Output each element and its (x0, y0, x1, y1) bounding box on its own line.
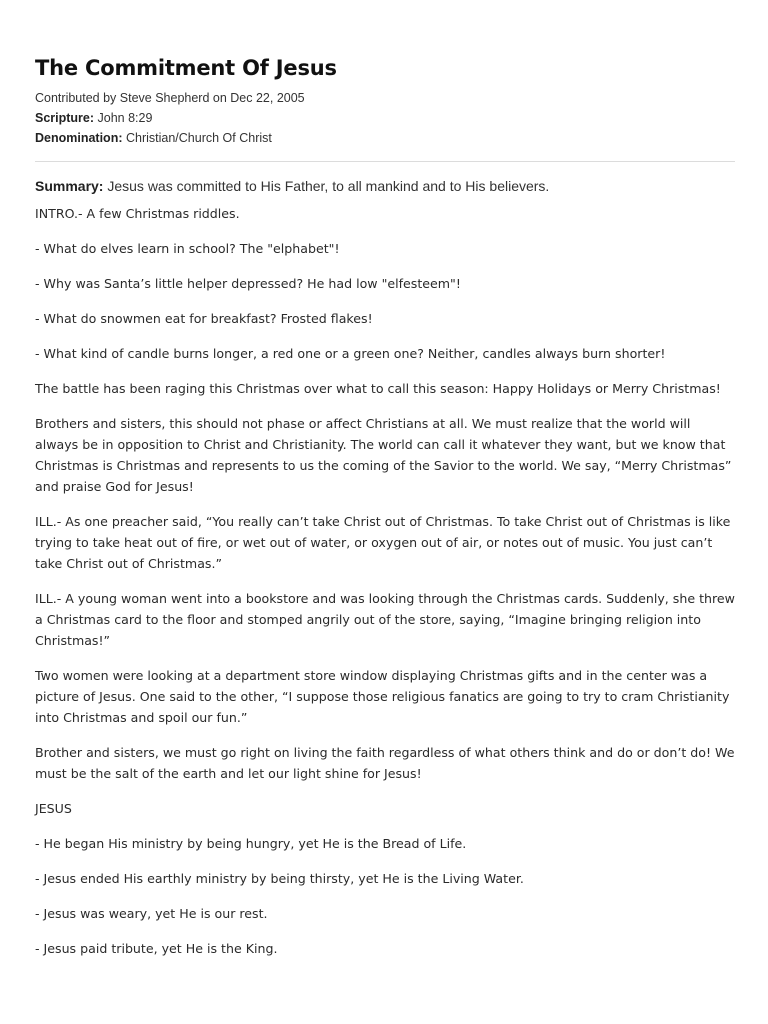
paragraph: - What do snowmen eat for breakfast? Frosted flakes! (35, 311, 373, 326)
summary-text: Jesus was committed to His Father, to all mankind and to His believers. (107, 178, 550, 194)
scripture-label: Scripture: (35, 111, 95, 125)
paragraph: - Jesus paid tribute, yet He is the King. (35, 941, 278, 956)
paragraph: INTRO.- A few Christmas riddles. (35, 206, 240, 221)
summary (35, 176, 735, 196)
paragraph: Brother and sisters, we must go right on living the faith regardless of what others think and do or don’t do! We must be the salt of the earth and let our light shine for Jesus! (35, 745, 735, 781)
paragraph: - Jesus was weary, yet He is our rest. (35, 906, 268, 921)
divider (35, 161, 735, 162)
paragraph: Two women were looking at a department store window displaying Christmas gifts and in the center was a picture of Jesus. One said to the other, “I suppose those religious fanatics are going to try to cram Christianity into Christmas and spoil our fun.” (35, 668, 730, 725)
paragraph: ILL.- As one preacher said, “You really can’t take Christ out of Christmas. To take Christ out of Christmas is like trying to take heat out of fire, or wet out of water, or oxygen out of air, or notes out of music. You just can’t take Christ out of Christmas.” (35, 514, 731, 571)
paragraph: Brothers and sisters, this should not phase or affect Christians at all. We must realize that the world will always be in opposition to Christ and Christianity. The world can call it whatever they want, but we know that Christmas is Christmas and represents to us the coming of the Savior to the world. We say, “Merry Christmas” and praise God for Jesus! (35, 416, 732, 494)
denomination-line (35, 128, 735, 148)
scripture-value: John 8:29 (97, 111, 153, 125)
contributor-line: Contributed by Steve Shepherd on Dec 22, 2005 (35, 91, 305, 105)
paragraph: - What kind of candle burns longer, a red one or a green one? Neither, candles always burn shorter! (35, 346, 666, 361)
denomination-label: Denomination: (35, 131, 123, 145)
sermon-body (35, 203, 735, 959)
paragraph: ILL.- A young woman went into a bookstore and was looking through the Christmas cards. Suddenly, she threw a Christmas card to the floor and stomped angrily out of the store, saying, “Imagine bringing religion into Christmas!” (35, 591, 735, 648)
sermon-page (35, 54, 735, 973)
paragraph: - What do elves learn in school? The "elphabet"! (35, 241, 340, 256)
paragraph: The battle has been raging this Christmas over what to call this season: Happy Holidays or Merry Christmas! (35, 381, 721, 396)
paragraph: - He began His ministry by being hungry, yet He is the Bread of Life. (35, 836, 467, 851)
paragraph: JESUS (35, 801, 72, 816)
page-title: The Commitment Of Jesus (35, 56, 337, 80)
denomination-value: Christian/Church Of Christ (125, 131, 272, 145)
scripture-line (35, 108, 735, 128)
paragraph: - Jesus ended His earthly ministry by being thirsty, yet He is the Living Water. (35, 871, 524, 886)
summary-label: Summary: (35, 178, 104, 194)
paragraph: - Why was Santa’s little helper depressed? He had low "elfesteem"! (35, 276, 461, 291)
